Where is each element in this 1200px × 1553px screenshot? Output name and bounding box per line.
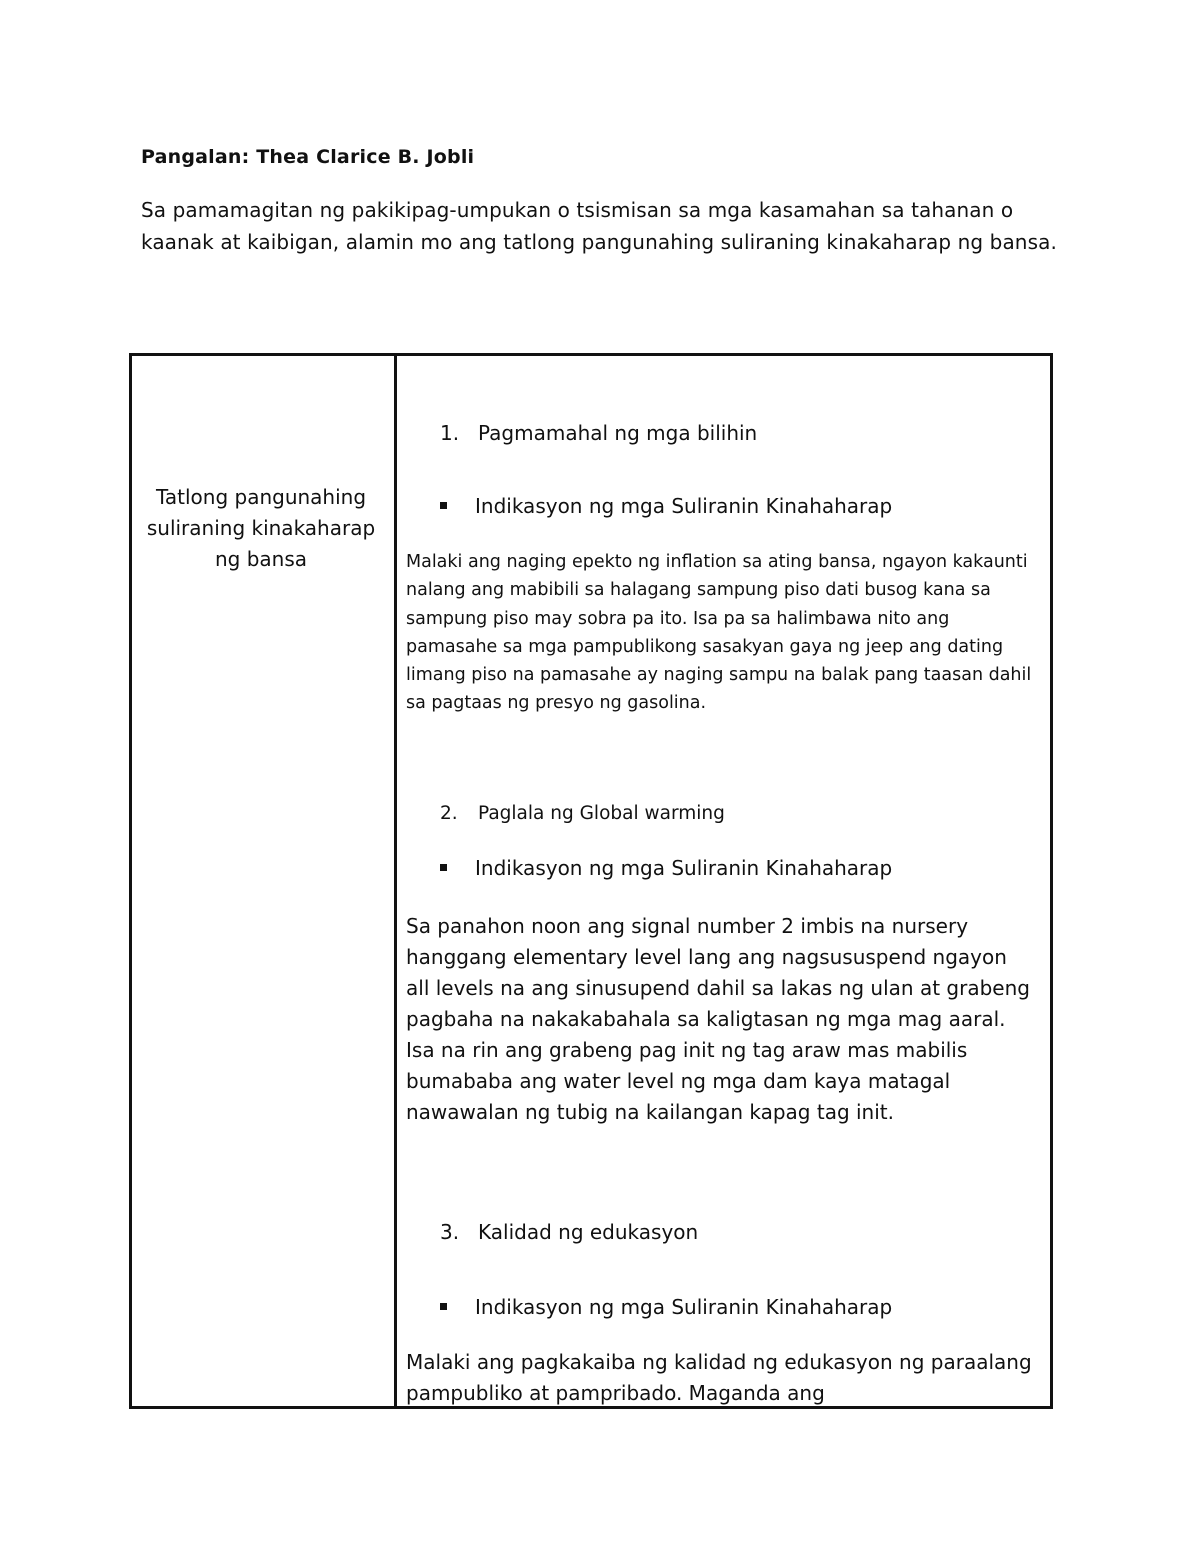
item-title-text-1: Pagmamahal ng mga bilihin: [478, 421, 758, 445]
item-paragraph-2: Sa panahon noon ang signal number 2 imbis na nursery hanggang elementary level lang ang nagsususpend ngayon all levels na ang sinusupend dahil sa lakas ng ulan at grabeng pagbaha na nakakabahala sa kaligtasan ng mga mag aaral. Isa na rin ang grabeng pag init ng tag araw mas mabilis bumababa ang water level ng mga dam kaya matagal nawawalan ng tubig na kailangan kapag tag init.: [406, 914, 1030, 1124]
bullet-marker-icon: [440, 864, 447, 871]
bullet-marker-icon: [440, 502, 447, 509]
bullet-line-2: [440, 856, 892, 880]
table-column-divider: [394, 353, 397, 1409]
item-number-1: 1.: [440, 421, 460, 445]
item-title-2: [440, 803, 725, 824]
item-paragraph-3-clip: [406, 1347, 1036, 1406]
bullet-text-1: Indikasyon ng mga Suliranin Kinahaharap: [475, 494, 893, 518]
table-bottom-border: [129, 1406, 1053, 1409]
instruction-paragraph: Sa pamamagitan ng pakikipag-umpukan o tsismisan sa mga kasamahan sa tahanan o kaanak at kaibigan, alamin mo ang tatlong pangunahing suliraning kinakaharap ng bansa.: [141, 198, 1057, 254]
name-line: Pangalan: Thea Clarice B. Jobli: [141, 146, 475, 168]
bullet-text-2: Indikasyon ng mga Suliranin Kinahaharap: [475, 856, 893, 880]
left-cell-label: Tatlong pangunahing suliraning kinakaharap ng bansa: [146, 485, 376, 571]
item-title-text-3: Kalidad ng edukasyon: [478, 1220, 699, 1244]
bullet-marker-icon: [440, 1303, 447, 1310]
bullet-line-3: [440, 1295, 892, 1319]
item-paragraph-1: Malaki ang naging epekto ng inflation sa ating bansa, ngayon kakaunti nalang ang mabibili sa halagang sampung piso dati busog kana sa sampung piso may sobra pa ito. Isa pa sa halimbawa nito ang pamasahe sa mga pampublikong sasakyan gaya ng jeep ang dating limang piso na pamasahe ay naging sampu na balak pang taasan dahil sa pagtaas ng presyo ng gasolina.: [406, 552, 1032, 714]
item-number-2: 2.: [440, 803, 458, 824]
item-title-1: [440, 421, 757, 445]
item-paragraph-3: Malaki ang pagkakaiba ng kalidad ng edukasyon ng paraalang pampubliko at pampribado. Maganda ang: [406, 1350, 1032, 1405]
item-number-3: 3.: [440, 1220, 460, 1244]
item-title-text-2: Paglala ng Global warming: [478, 803, 725, 824]
bullet-text-3: Indikasyon ng mga Suliranin Kinahaharap: [475, 1295, 893, 1319]
bullet-line-1: [440, 494, 892, 518]
item-title-3: [440, 1220, 698, 1244]
